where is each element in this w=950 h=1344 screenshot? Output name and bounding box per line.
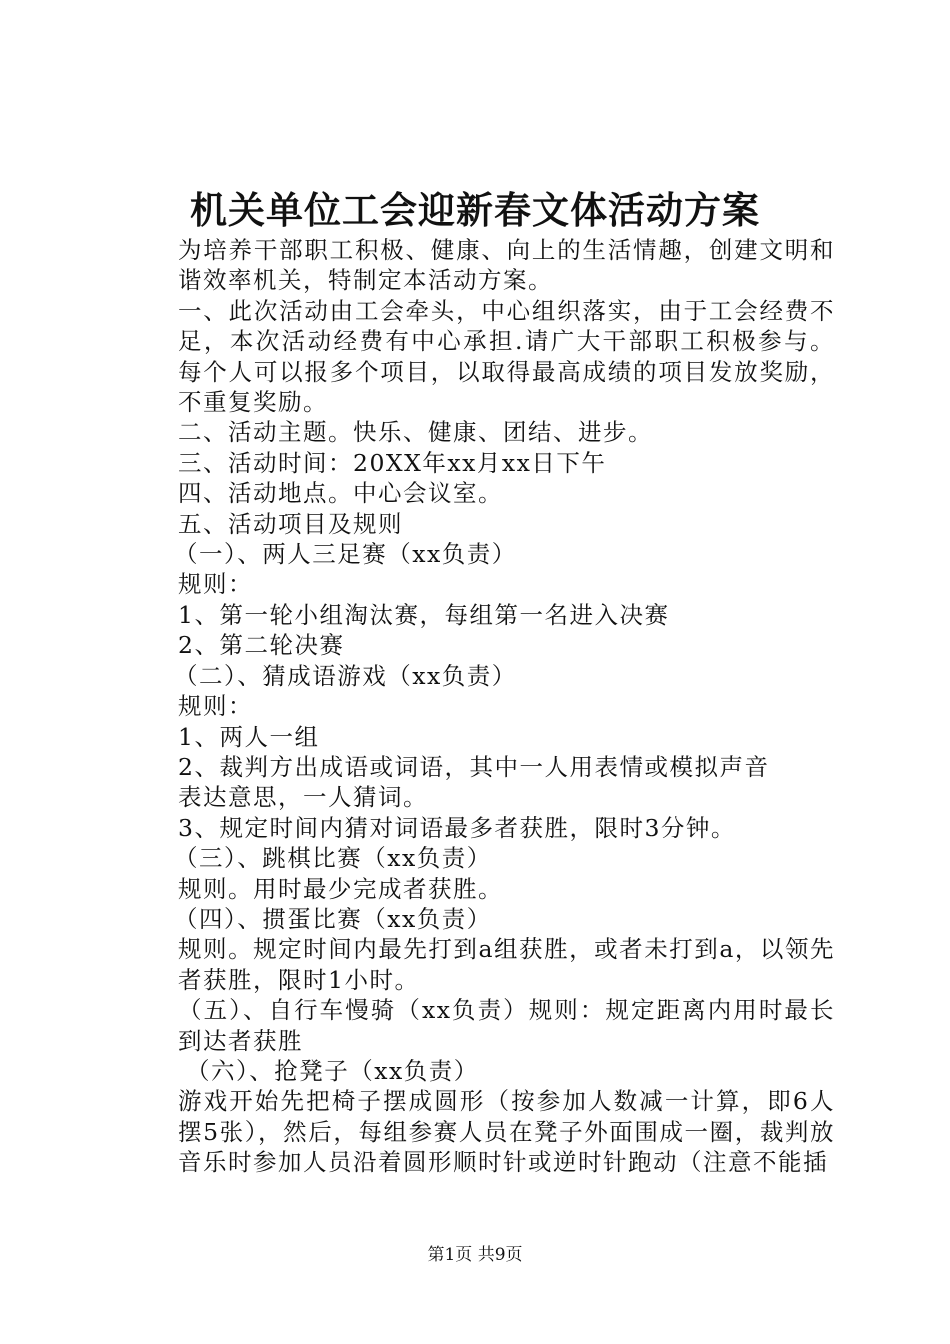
item-heading-6: （六）、抢凳子（xx负责）: [186, 1056, 479, 1085]
item-heading-4: （四）、掼蛋比赛（xx负责）: [174, 904, 492, 933]
item-heading-5: （五）、自行车慢骑（xx负责）规则：规定距离内用时最长到达者获胜: [178, 996, 835, 1055]
item-heading-3: （三）、跳棋比赛（xx负责）: [174, 844, 492, 873]
item-heading-2: （二）、猜成语游戏（xx负责）: [174, 661, 517, 690]
paragraph-section-2: 二、活动主题。快乐、健康、团结、进步。: [178, 418, 653, 447]
rules-6: 游戏开始先把椅子摆成圆形（按参加人数减一计算，即6人摆5张），然后，每组参赛人员在凳子外面围成一圈，裁判放音乐时参加人员沿着圆形顺时针或逆时针跑动（注意不能插: [178, 1087, 835, 1177]
rule-2-2-continued: 表达意思，一人猜词。: [178, 783, 428, 812]
rules-4: 规则。规定时间内最先打到a组获胜，或者未打到a，以领先者获胜，限时1小时。: [178, 935, 835, 994]
document-body: [130, 235, 835, 1178]
rules-label-2: 规则：: [178, 692, 253, 721]
paragraph-intro: 为培养干部职工积极、健康、向上的生活情趣，创建文明和谐效率机关，特制定本活动方案。: [178, 236, 835, 295]
rules-label-1: 规则：: [178, 570, 253, 599]
rule-2-3: 3、规定时间内猜对词语最多者获胜，限时3分钟。: [178, 813, 736, 842]
rule-2-2: 2、裁判方出成语或词语，其中一人用表情或模拟声音: [178, 752, 770, 781]
rule-2-1: 1、两人一组: [178, 722, 320, 751]
rule-1-2: 2、第二轮决赛: [178, 631, 345, 660]
paragraph-section-3: 三、活动时间：20XX年xx月xx日下午: [178, 448, 607, 477]
paragraph-section-5: 五、活动项目及规则: [178, 509, 403, 538]
rule-1-1: 1、第一轮小组淘汰赛，每组第一名进入决赛: [178, 600, 670, 629]
rules-3: 规则。用时最少完成者获胜。: [178, 874, 503, 903]
page-footer: 第1页 共9页: [427, 1245, 523, 1265]
paragraph-section-4: 四、活动地点。中心会议室。: [178, 479, 503, 508]
paragraph-section-1: 一、此次活动由工会牵头，中心组织落实，由于工会经费不足，本次活动经费有中心承担.请广大干部职工积极参与。每个人可以报多个项目，以取得最高成绩的项目发放奖励，不重复奖励。: [178, 296, 835, 417]
document-title: 机关单位工会迎新春文体活动方案: [190, 188, 760, 232]
item-heading-1: （一）、两人三足赛（xx负责）: [174, 540, 517, 569]
